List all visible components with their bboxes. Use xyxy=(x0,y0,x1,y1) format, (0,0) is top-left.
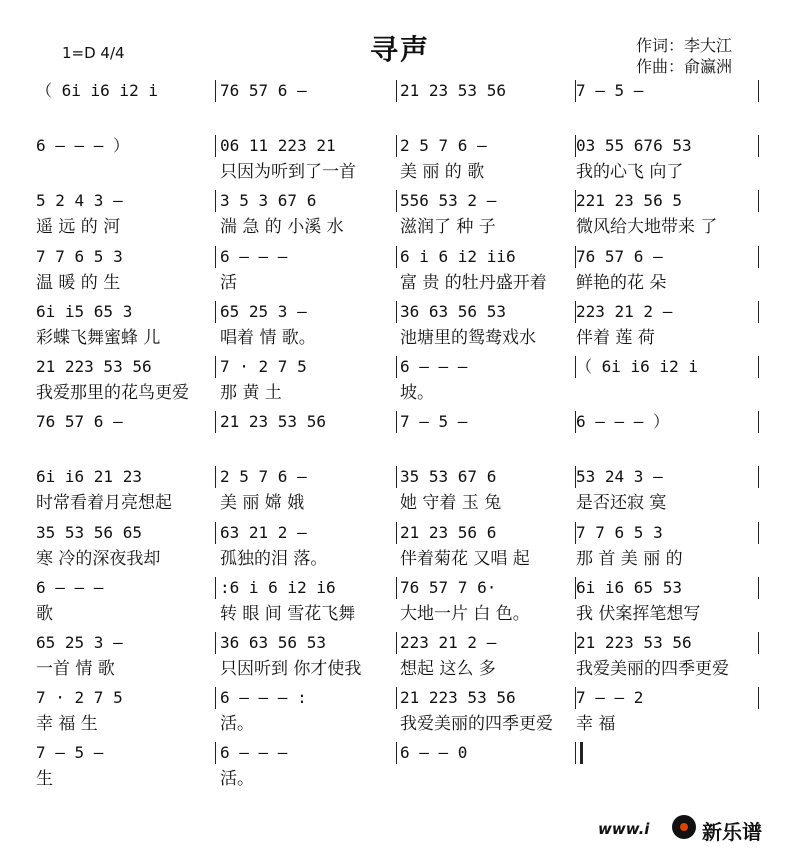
notation-line xyxy=(36,245,766,269)
barline xyxy=(396,411,397,433)
measure-lyric: 伴着菊花 又唱 起 xyxy=(400,548,530,569)
barline xyxy=(215,190,216,212)
measure-lyric: 我 伏案挥笔想写 xyxy=(576,603,701,624)
barline xyxy=(575,246,576,268)
notation-line xyxy=(36,134,766,158)
barline xyxy=(396,80,397,102)
measure-lyric: 伴着 莲 荷 xyxy=(576,327,655,348)
notation-line xyxy=(36,521,766,545)
measure-lyric: 我爱那里的花鸟更爱 xyxy=(36,383,189,403)
measure-lyric: 滋润了 种 子 xyxy=(400,217,496,238)
barline xyxy=(758,80,759,102)
barline xyxy=(215,522,216,544)
measure-lyric: 只因为听到了一首 xyxy=(220,162,356,183)
measure-lyric: 湍 急 的 小溪 水 xyxy=(220,217,344,238)
barline xyxy=(758,246,759,268)
measure-notes: 6 — — — : xyxy=(220,688,307,708)
measure-notes: 7 — 5 — xyxy=(576,81,644,100)
barline xyxy=(758,356,759,378)
measure-notes: 6 — — — xyxy=(400,357,468,376)
measure-lyric xyxy=(220,436,398,460)
barline xyxy=(396,522,397,544)
measure-notes: 6i i6 21 23 xyxy=(36,467,142,487)
measure-lyric xyxy=(576,436,766,460)
barline xyxy=(758,301,759,323)
lyrics-line xyxy=(36,547,766,571)
barline xyxy=(396,687,397,709)
measure-notes: 21 223 53 56 xyxy=(576,633,692,652)
lyricist-credit: 作词：李大江 xyxy=(636,36,733,55)
song-title: 寻声 xyxy=(369,33,430,66)
barline xyxy=(396,577,397,599)
measure-lyric: 我爱美丽的四季更爱 xyxy=(400,714,553,735)
measure-lyric: 我的心飞 向了 xyxy=(576,162,684,183)
measure-lyric xyxy=(576,767,766,791)
measure-lyric xyxy=(400,767,574,791)
measure-lyric: 时常看着月亮想起 xyxy=(36,493,172,514)
measure-lyric: 一首 情 歌 xyxy=(36,659,115,679)
notation-line xyxy=(36,189,766,213)
measure-lyric: 她 守着 玉 兔 xyxy=(400,493,502,514)
lyrics-line xyxy=(36,602,766,626)
barline xyxy=(575,687,576,709)
barline xyxy=(396,301,397,323)
measure-notes: 06 11 223 21 xyxy=(220,136,336,156)
lyrics-line xyxy=(36,105,766,129)
notation-line xyxy=(36,741,766,765)
measure-notes: 2 5 7 6 — xyxy=(400,136,487,156)
barline xyxy=(758,135,759,157)
measure-notes: 53 24 3 — xyxy=(576,467,663,487)
measure-notes: 21 223 53 56 xyxy=(400,688,516,708)
measure-notes: 221 23 56 5 xyxy=(576,191,682,211)
barline xyxy=(215,742,216,764)
barline xyxy=(575,190,576,212)
measure-lyric: 富 贵 的牡丹盛开着 xyxy=(400,272,547,293)
barline xyxy=(575,135,576,157)
measure-lyric: 是否还寂 寞 xyxy=(576,493,667,514)
measure-lyric: 美 丽 嫦 娥 xyxy=(220,493,305,514)
measure-lyric: 唱着 情 歌。 xyxy=(220,327,316,348)
measure-lyric: 彩蝶飞舞蜜蜂 儿 xyxy=(36,327,161,348)
measure-lyric xyxy=(36,105,216,129)
measure-notes: 6 — — — xyxy=(36,577,104,597)
measure-notes: 7 — 5 — xyxy=(36,743,104,763)
measure-lyric: 转 眼 间 雪花飞舞 xyxy=(220,603,356,624)
lyrics-line xyxy=(36,767,766,791)
measure-notes: 35 53 67 6 xyxy=(400,467,497,487)
measure-notes: 6 — — 0 xyxy=(400,743,468,763)
notation-line xyxy=(36,300,766,324)
lyrics-line xyxy=(36,436,766,460)
measure-notes: 76 57 6 — xyxy=(576,246,663,266)
measure-notes: 6 — — — xyxy=(220,246,288,266)
barline xyxy=(215,246,216,268)
measure-lyric: 大地一片 白 色。 xyxy=(400,603,530,624)
barline xyxy=(396,135,397,157)
lyrics-line xyxy=(36,381,766,405)
measure-notes: 7 7 6 5 3 xyxy=(36,246,123,266)
measure-notes: 76 57 6 — xyxy=(36,412,123,432)
barline xyxy=(758,466,759,488)
barline xyxy=(396,190,397,212)
measure-lyric: 鲜艳的花 朵 xyxy=(576,272,667,293)
measure-lyric: 微风给大地带来 了 xyxy=(576,217,718,238)
measure-notes: 6 i 6 i2 ii6 xyxy=(400,246,516,266)
measure-lyric: 孤独的泪 落。 xyxy=(220,548,328,569)
measure-notes: 7 · 2 7 5 xyxy=(36,688,123,708)
measure-notes: 65 25 3 — xyxy=(220,301,307,321)
measure-notes: 556 53 2 — xyxy=(400,191,497,211)
measure-notes: 6i i6 65 53 xyxy=(576,577,682,597)
barline xyxy=(215,135,216,157)
barline xyxy=(575,522,576,544)
measure-lyric: 池塘里的鸳鸯戏水 xyxy=(400,327,536,348)
lyrics-line xyxy=(36,657,766,681)
key-signature: 1=D 4/4 xyxy=(62,44,125,62)
measure-notes: 65 25 3 — xyxy=(36,633,123,652)
barline xyxy=(575,301,576,323)
measure-lyric: 美 丽 的 歌 xyxy=(400,162,485,183)
barline xyxy=(215,356,216,378)
notation-line xyxy=(36,465,766,489)
measure-lyric: 歌 xyxy=(36,603,53,624)
measure-lyric: 活。 xyxy=(220,714,254,735)
measure-lyric: 那 首 美 丽 的 xyxy=(576,548,683,569)
barline xyxy=(758,190,759,212)
measure-lyric: 只因听到 你才使我 xyxy=(220,659,362,679)
measure-notes: 21 23 56 6 xyxy=(400,522,497,542)
measure-lyric xyxy=(576,381,766,405)
barline xyxy=(215,632,216,654)
barline xyxy=(575,632,576,654)
notation-line xyxy=(36,355,766,379)
measure-notes: 7 — 5 — xyxy=(400,412,468,432)
barline xyxy=(758,411,759,433)
measure-notes: 3 5 3 67 6 xyxy=(220,191,317,211)
measure-lyric xyxy=(400,436,574,460)
measure-notes: 223 21 2 — xyxy=(576,301,673,321)
measure-notes: 63 21 2 — xyxy=(220,522,307,542)
barline xyxy=(575,411,576,433)
measure-lyric: 幸 福 xyxy=(576,714,616,735)
measure-lyric: 活 xyxy=(220,272,237,293)
measure-notes: 2 5 7 6 — xyxy=(220,467,307,487)
measure-lyric: 温 暖 的 生 xyxy=(36,272,121,293)
measure-lyric xyxy=(36,436,216,460)
measure-notes: 223 21 2 — xyxy=(400,633,497,652)
notation-line xyxy=(36,576,766,600)
barline xyxy=(396,632,397,654)
measure-lyric: 那 黄 土 xyxy=(220,383,282,403)
measure-notes: :6 i 6 i2 i6 xyxy=(220,577,336,597)
notation-line xyxy=(36,410,766,434)
lyrics-line xyxy=(36,271,766,295)
measure-notes: 7 — — 2 xyxy=(576,688,644,708)
notation-line xyxy=(36,79,766,103)
barline xyxy=(575,466,576,488)
lyrics-line xyxy=(36,491,766,515)
barline xyxy=(396,742,397,764)
measure-notes: 36 63 56 53 xyxy=(220,633,326,652)
barline xyxy=(575,80,576,102)
measure-notes: 76 57 7 6· xyxy=(400,577,497,597)
measure-lyric: 坡。 xyxy=(400,383,434,403)
barline xyxy=(215,80,216,102)
measure-lyric: 生 xyxy=(36,769,53,790)
measure-notes: 03 55 676 53 xyxy=(576,136,692,156)
site-watermark xyxy=(598,814,794,842)
barline xyxy=(215,466,216,488)
barline xyxy=(215,301,216,323)
barline xyxy=(396,466,397,488)
measure-notes: 6i i5 65 3 xyxy=(36,301,133,321)
measure-lyric xyxy=(36,160,216,184)
lyrics-line xyxy=(36,215,766,239)
measure-notes: 76 57 6 — xyxy=(220,81,307,100)
lyrics-line xyxy=(36,712,766,736)
measure-lyric: 活。 xyxy=(220,769,254,790)
barline xyxy=(215,411,216,433)
barline xyxy=(758,687,759,709)
measure-notes: 7 7 6 5 3 xyxy=(576,522,663,542)
measure-lyric: 遥 远 的 河 xyxy=(36,217,121,238)
measure-notes: 21 23 53 56 xyxy=(220,412,326,432)
measure-notes: 6 — — — ） xyxy=(36,136,130,156)
measure-lyric xyxy=(400,105,574,129)
barline xyxy=(758,522,759,544)
composer-credit: 作曲：俞瀛洲 xyxy=(636,57,733,76)
watermark-url: www.i xyxy=(598,820,650,838)
measure-notes: 21 23 53 56 xyxy=(400,81,506,100)
lyrics-line xyxy=(36,326,766,350)
measure-notes: 36 63 56 53 xyxy=(400,301,506,321)
measure-notes: （ 6i i6 i2 i xyxy=(576,357,698,376)
measure-notes: 7 · 2 7 5 xyxy=(220,357,307,376)
barline xyxy=(396,246,397,268)
measure-notes: （ 6i i6 i2 i xyxy=(36,81,158,100)
measure-notes: 5 2 4 3 — xyxy=(36,191,123,211)
barline xyxy=(396,356,397,378)
record-disc-icon xyxy=(672,815,696,839)
measure-notes: 6 — — — ） xyxy=(576,412,670,432)
measure-lyric: 想起 这么 多 xyxy=(400,659,496,679)
barline xyxy=(758,577,759,599)
lyrics-line xyxy=(36,160,766,184)
measure-notes: 35 53 56 65 xyxy=(36,522,142,542)
notation-line xyxy=(36,631,766,655)
barline xyxy=(758,632,759,654)
final-barline xyxy=(575,742,583,764)
measure-notes xyxy=(576,741,766,765)
measure-lyric xyxy=(576,105,766,129)
barline xyxy=(575,577,576,599)
barline xyxy=(215,687,216,709)
measure-lyric xyxy=(220,105,398,129)
measure-notes: 21 223 53 56 xyxy=(36,357,152,376)
measure-lyric: 寒 冷的深夜我却 xyxy=(36,548,161,569)
measure-notes: 6 — — — xyxy=(220,743,288,763)
barline xyxy=(575,356,576,378)
watermark-name: 新乐谱 xyxy=(702,820,762,844)
barline xyxy=(215,577,216,599)
measure-lyric: 幸 福 生 xyxy=(36,714,98,735)
notation-line xyxy=(36,686,766,710)
measure-lyric: 我爱美丽的四季更爱 xyxy=(576,659,729,679)
